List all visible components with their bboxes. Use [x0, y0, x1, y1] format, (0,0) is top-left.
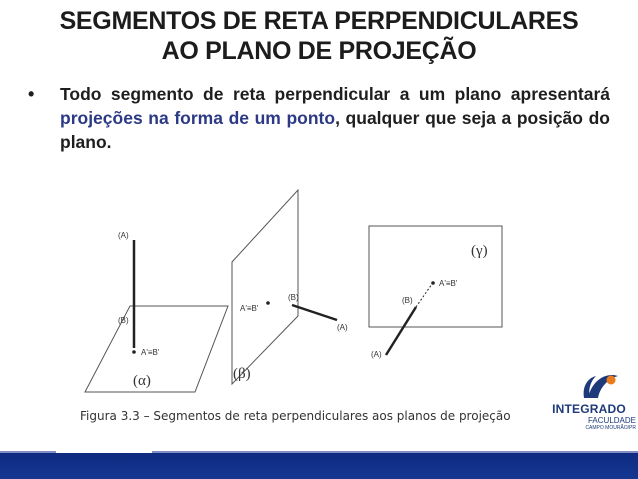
diagram-frontal-plane — [369, 226, 502, 359]
label-plane-alpha: (α) — [133, 373, 151, 389]
label-a-2: (A) — [337, 323, 348, 332]
diagram-vertical-plane — [232, 190, 348, 384]
point-projection-1 — [132, 350, 136, 354]
label-a-1: (A) — [118, 231, 129, 240]
label-proj-1: A'≡B' — [141, 348, 160, 357]
segment-ab-2 — [292, 305, 337, 320]
label-b-3: (B) — [402, 296, 413, 305]
plane-beta — [232, 190, 298, 384]
label-proj-3: A'≡B' — [439, 279, 458, 288]
point-projection-3 — [431, 281, 435, 285]
logo-name: INTEGRADO — [552, 402, 626, 416]
title-line-1: SEGMENTOS DE RETA PERPENDICULARES — [59, 7, 579, 35]
label-b-1: (B) — [118, 316, 129, 325]
label-plane-gamma: (γ) — [471, 243, 488, 259]
bullet-text-before: Todo segmento de reta perpendicular a um plano apresentará — [60, 84, 610, 104]
bullet-highlight: projeções na forma de um ponto — [60, 108, 336, 128]
label-proj-2: A'≡B' — [240, 304, 259, 313]
label-a-3: (A) — [371, 350, 382, 359]
bullet-text-after: , qualquer que seja a posição do plano. — [60, 108, 610, 152]
logo-location: CAMPO MOURÃO/PR — [585, 425, 636, 431]
label-plane-beta: (β) — [233, 366, 251, 382]
point-projection-2 — [266, 301, 270, 305]
diagram-horizontal-plane — [85, 231, 228, 392]
bullet-icon: • — [28, 84, 35, 104]
figure-caption: Figura 3.3 – Segmentos de reta perpendiculares aos planos de projeção — [80, 409, 511, 423]
label-b-2: (B) — [288, 293, 299, 302]
title-line-2: AO PLANO DE PROJEÇÃO — [161, 37, 477, 65]
logo-subtitle: FACULDADE — [587, 416, 636, 425]
footer-bar — [0, 453, 638, 479]
plane-gamma — [369, 226, 502, 327]
